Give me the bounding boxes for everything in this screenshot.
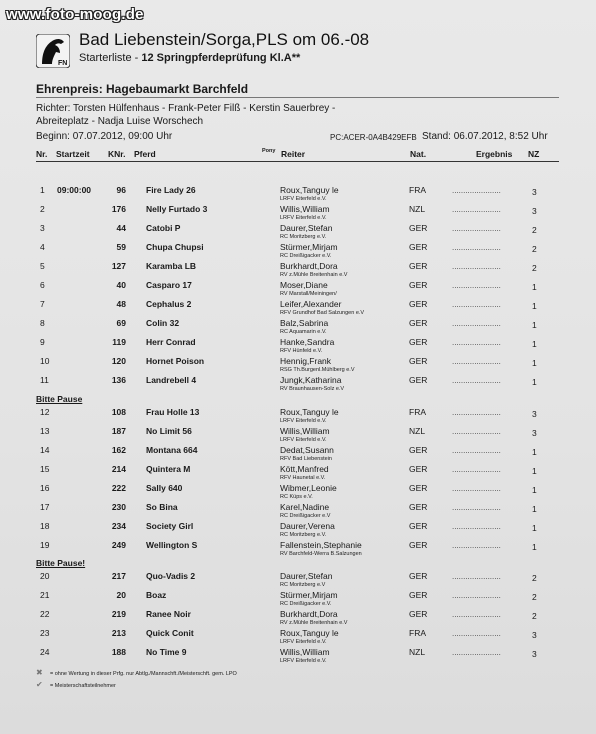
horse-name: Nelly Furtado 3 — [146, 204, 208, 214]
nationality: GER — [409, 571, 428, 581]
nationality: GER — [409, 609, 428, 619]
header-knr: KNr. — [108, 149, 126, 159]
club-name: LRFV Eiterfeld e.V. — [280, 215, 327, 221]
club-name: RC Dreißigacker e.V. — [280, 601, 332, 607]
club-name: LRFV Eiterfeld e.V. — [280, 437, 327, 443]
horse-name: Ranee Noir — [146, 609, 191, 619]
club-name: RV Marstall/Meiningen/ — [280, 291, 337, 297]
head-number: 214 — [111, 464, 126, 474]
club-name: LRFV Eiterfeld e.V. — [280, 639, 327, 645]
head-number: 69 — [116, 318, 126, 328]
begin-time: Beginn: 07.07.2012, 09:00 Uhr — [36, 131, 173, 142]
nationality: GER — [409, 280, 428, 290]
result-placeholder: ...................... — [452, 357, 501, 366]
rider-name: Balz,Sabrina — [280, 318, 329, 328]
subtitle — [79, 52, 300, 64]
nz-value: 2 — [532, 592, 537, 602]
club-name: RV z.Mühle Breitenhain e.V — [280, 272, 348, 278]
start-number: 6 — [40, 280, 45, 290]
nationality: GER — [409, 375, 428, 385]
rider-name: Willis,William — [280, 426, 330, 436]
nz-value: 1 — [532, 358, 537, 368]
page-title: Bad Liebenstein/Sorga,PLS om 06.-08 — [79, 30, 370, 49]
nationality: NZL — [409, 204, 426, 214]
club-name: RC Dreißigacker e.V. — [280, 253, 332, 259]
horse-name: Quintera M — [146, 464, 191, 474]
horse-name: Quo-Vadis 2 — [146, 571, 196, 581]
head-number: 136 — [111, 375, 126, 385]
nz-value: 3 — [532, 630, 537, 640]
horse-name: Fire Lady 26 — [146, 185, 196, 195]
nz-value: 1 — [532, 282, 537, 292]
check-icon: ✔ — [36, 680, 43, 689]
head-number: 20 — [116, 590, 126, 600]
start-number: 2 — [40, 204, 45, 214]
result-placeholder: ...................... — [452, 427, 501, 436]
nz-value: 1 — [532, 301, 537, 311]
header-pony: Pony — [262, 148, 276, 154]
header-startzeit: Startzeit — [56, 149, 90, 159]
event-name: 12 Springpferdeprüfung Kl.A** — [141, 52, 301, 64]
result-placeholder: ...................... — [452, 484, 501, 493]
pause-label: Bitte Pause! — [36, 558, 86, 568]
rider-name: Roux,Tanguy le — [280, 628, 339, 638]
club-name: RFV Haunetal e.V. — [280, 475, 326, 481]
head-number: 222 — [111, 483, 126, 493]
nationality: GER — [409, 502, 428, 512]
judges-block — [36, 102, 486, 128]
club-name: RSG Th.Burgenl.Mühlberg e.V — [280, 367, 355, 373]
start-number: 11 — [40, 375, 49, 385]
result-placeholder: ...................... — [452, 186, 501, 195]
head-number: 96 — [116, 185, 126, 195]
start-number: 17 — [40, 502, 50, 512]
nationality: GER — [409, 223, 428, 233]
nationality: GER — [409, 521, 428, 531]
rider-name: Dedat,Susann — [280, 445, 334, 455]
start-number: 5 — [40, 261, 45, 271]
nationality: GER — [409, 464, 428, 474]
club-name: RFV Grundhof Bad Salzungen e.V — [280, 310, 365, 316]
horse-name: Society Girl — [146, 521, 194, 531]
steward-line: Abreiteplatz - Nadja Luise Worschech — [36, 116, 204, 127]
head-number: 217 — [111, 571, 126, 581]
result-placeholder: ...................... — [452, 281, 501, 290]
start-number: 14 — [40, 445, 50, 455]
nz-value: 1 — [532, 466, 537, 476]
nationality: NZL — [409, 647, 426, 657]
start-number: 1 — [40, 185, 45, 195]
nationality: GER — [409, 242, 428, 252]
nationality: FRA — [409, 185, 426, 195]
club-name: RFV Hünfeld e.V. — [280, 348, 323, 354]
result-placeholder: ...................... — [452, 522, 501, 531]
nationality: FRA — [409, 628, 426, 638]
start-number: 3 — [40, 223, 45, 233]
club-name: RV Barchfeld-Werra B.Salzungen — [280, 551, 362, 557]
head-number: 119 — [112, 337, 126, 347]
nz-value: 2 — [532, 573, 537, 583]
horse-name: Quick Conit — [146, 628, 194, 638]
stand-timestamp: Stand: 06.07.2012, 8:52 Uhr — [422, 131, 548, 142]
horse-name: Karamba LB — [146, 261, 197, 271]
head-number: 213 — [111, 628, 126, 638]
start-number: 21 — [40, 590, 50, 600]
nz-value: 2 — [532, 263, 537, 273]
rider-name: Leifer,Alexander — [280, 299, 342, 309]
nationality: GER — [409, 483, 428, 493]
head-number: 187 — [111, 426, 126, 436]
head-number: 162 — [111, 445, 126, 455]
nationality: NZL — [409, 426, 426, 436]
rider-name: Stürmer,Mirjam — [280, 590, 338, 600]
nz-value: 2 — [532, 244, 537, 254]
rider-name: Willis,William — [280, 204, 330, 214]
result-placeholder: ...................... — [452, 541, 501, 550]
result-placeholder: ...................... — [452, 262, 501, 271]
prize-heading: Ehrenpreis: Hagebaumarkt Barchfeld — [36, 82, 249, 96]
start-number: 18 — [40, 521, 50, 531]
horse-name: Herr Conrad — [146, 337, 196, 347]
nz-value: 3 — [532, 428, 537, 438]
nationality: GER — [409, 261, 428, 271]
pause-label: Bitte Pause — [36, 394, 83, 404]
head-number: 44 — [116, 223, 126, 233]
result-placeholder: ...................... — [452, 243, 501, 252]
horse-name: Cephalus 2 — [146, 299, 192, 309]
header-ergebnis: Ergebnis — [476, 149, 513, 159]
club-name: RFV Bad Liebenstein — [280, 456, 332, 462]
nationality: GER — [409, 540, 428, 550]
start-time: 09:00:00 — [57, 185, 92, 195]
nz-value: 1 — [532, 504, 537, 514]
nz-value: 3 — [532, 409, 537, 419]
nationality: GER — [409, 590, 428, 600]
club-name: RC Dreißigacker e.V — [280, 513, 331, 519]
legend-item — [36, 668, 237, 677]
head-number: 230 — [111, 502, 126, 512]
nz-value: 1 — [532, 377, 537, 387]
rider-name: Roux,Tanguy le — [280, 407, 339, 417]
cross-icon: ✖ — [36, 668, 43, 677]
head-number: 249 — [111, 540, 126, 550]
start-number: 22 — [40, 609, 50, 619]
header-nr: Nr. — [36, 149, 48, 159]
result-placeholder: ...................... — [452, 572, 501, 581]
legend-item — [36, 680, 116, 689]
club-name: RC Moritzberg e.V. — [280, 532, 327, 538]
club-name: RV Braunhausen-Solz e.V — [280, 386, 345, 392]
result-placeholder: ...................... — [452, 629, 501, 638]
club-name: RV z.Mühle Breitenhain e.V — [280, 620, 348, 626]
result-placeholder: ...................... — [452, 408, 501, 417]
legend-text: = ohne Wertung in dieser Prfg. nur Abtlg./Mannschft./Meisterschft. gem. LPO — [50, 671, 237, 677]
start-number: 20 — [40, 571, 50, 581]
rider-name: Hennig,Frank — [280, 356, 332, 366]
result-placeholder: ...................... — [452, 224, 501, 233]
result-placeholder: ...................... — [452, 376, 501, 385]
horse-name: So Bina — [146, 502, 178, 512]
head-number: 48 — [116, 299, 126, 309]
result-placeholder: ...................... — [452, 648, 501, 657]
horse-name: Catobi P — [146, 223, 181, 233]
horse-name: Chupa Chupsi — [146, 242, 204, 252]
rider-name: Kött,Manfred — [280, 464, 329, 474]
start-number: 23 — [40, 628, 50, 638]
head-number: 188 — [111, 647, 126, 657]
nationality: GER — [409, 318, 428, 328]
club-name: RC Moritzberg e.V — [280, 582, 326, 588]
head-number: 59 — [116, 242, 126, 252]
rider-name: Jungk,Katharina — [280, 375, 342, 385]
nz-value: 2 — [532, 225, 537, 235]
club-name: LRFV Eiterfeld e.V. — [280, 418, 327, 424]
result-placeholder: ...................... — [452, 300, 501, 309]
rider-name: Stürmer,Mirjam — [280, 242, 338, 252]
divider — [36, 97, 559, 98]
nz-value: 3 — [532, 649, 537, 659]
judges-line: Richter: Torsten Hülfenhaus - Frank-Peter Filß - Kerstin Sauerbrey - — [36, 103, 336, 114]
result-placeholder: ...................... — [452, 465, 501, 474]
nationality: GER — [409, 356, 428, 366]
start-number: 16 — [40, 483, 50, 493]
watermark-text: www.foto-moog.de — [6, 6, 144, 23]
pc-info: PC:ACER-0A4B429EFB — [330, 133, 417, 142]
start-number: 24 — [40, 647, 50, 657]
start-number: 19 — [40, 540, 50, 550]
start-number: 4 — [40, 242, 45, 252]
fn-horse-logo-icon — [36, 34, 70, 68]
header-nat: Nat. — [410, 149, 427, 159]
horse-name: Landrebell 4 — [146, 375, 197, 385]
result-placeholder: ...................... — [452, 446, 501, 455]
nationality: GER — [409, 299, 428, 309]
horse-name: Frau Holle 13 — [146, 407, 200, 417]
nz-value: 2 — [532, 611, 537, 621]
horse-name: Boaz — [146, 590, 167, 600]
club-name: LRFV Eiterfeld e.V. — [280, 196, 327, 202]
club-name: RC Moritzberg e.V. — [280, 234, 327, 240]
horse-name: Montana 664 — [146, 445, 198, 455]
rider-name: Burkhardt,Dora — [280, 261, 338, 271]
nz-value: 1 — [532, 447, 537, 457]
horse-name: Casparo 17 — [146, 280, 192, 290]
rider-name: Fallenstein,Stephanie — [280, 540, 362, 550]
rider-name: Wibmer,Leonie — [280, 483, 337, 493]
rider-name: Burkhardt,Dora — [280, 609, 338, 619]
nz-value: 3 — [532, 187, 537, 197]
start-number: 8 — [40, 318, 45, 328]
horse-name: Wellington S — [146, 540, 198, 550]
start-number: 7 — [40, 299, 45, 309]
rider-name: Daurer,Stefan — [280, 223, 333, 233]
nationality: FRA — [409, 407, 426, 417]
nationality: GER — [409, 337, 428, 347]
result-placeholder: ...................... — [452, 205, 501, 214]
horse-name: Hornet Poison — [146, 356, 205, 366]
header-divider — [36, 161, 559, 162]
start-number: 12 — [40, 407, 50, 417]
nz-value: 1 — [532, 320, 537, 330]
legend-text: = Meisterschaftsteilnehmer — [50, 683, 116, 689]
horse-name: No Time 9 — [146, 647, 187, 657]
result-placeholder: ...................... — [452, 591, 501, 600]
result-placeholder: ...................... — [452, 338, 501, 347]
nz-value: 1 — [532, 485, 537, 495]
header-pferd: Pferd — [134, 149, 156, 159]
result-placeholder: ...................... — [452, 610, 501, 619]
head-number: 234 — [111, 521, 126, 531]
rider-name: Daurer,Stefan — [280, 571, 333, 581]
header-nz: NZ — [528, 149, 540, 159]
horse-name: Colin 32 — [146, 318, 180, 328]
nz-value: 1 — [532, 523, 537, 533]
subtitle-prefix: Starterliste - — [79, 52, 139, 64]
club-name: RC Küps e.V. — [280, 494, 313, 500]
rider-name: Daurer,Verena — [280, 521, 335, 531]
rider-name: Roux,Tanguy le — [280, 185, 339, 195]
head-number: 40 — [116, 280, 126, 290]
start-number: 9 — [40, 337, 45, 347]
horse-name: No Limit 56 — [146, 426, 192, 436]
result-placeholder: ...................... — [452, 319, 501, 328]
nz-value: 1 — [532, 339, 537, 349]
header-reiter: Reiter — [281, 149, 306, 159]
head-number: 176 — [111, 204, 126, 214]
result-placeholder: ...................... — [452, 503, 501, 512]
start-number: 15 — [40, 464, 50, 474]
head-number: 120 — [111, 356, 126, 366]
head-number: 108 — [111, 407, 126, 417]
start-number: 13 — [40, 426, 50, 436]
head-number: 127 — [111, 261, 126, 271]
rider-name: Hanke,Sandra — [280, 337, 335, 347]
nz-value: 1 — [532, 542, 537, 552]
rider-name: Moser,Diane — [280, 280, 328, 290]
club-name: RC Aquamarin e.V. — [280, 329, 327, 335]
start-number: 10 — [40, 356, 50, 366]
club-name: LRFV Eiterfeld e.V. — [280, 658, 327, 664]
nationality: GER — [409, 445, 428, 455]
svg-text:FN: FN — [58, 60, 68, 67]
rider-name: Karel,Nadine — [280, 502, 330, 512]
rider-name: Willis,William — [280, 647, 330, 657]
nz-value: 3 — [532, 206, 537, 216]
head-number: 219 — [111, 609, 126, 619]
horse-name: Sally 640 — [146, 483, 183, 493]
